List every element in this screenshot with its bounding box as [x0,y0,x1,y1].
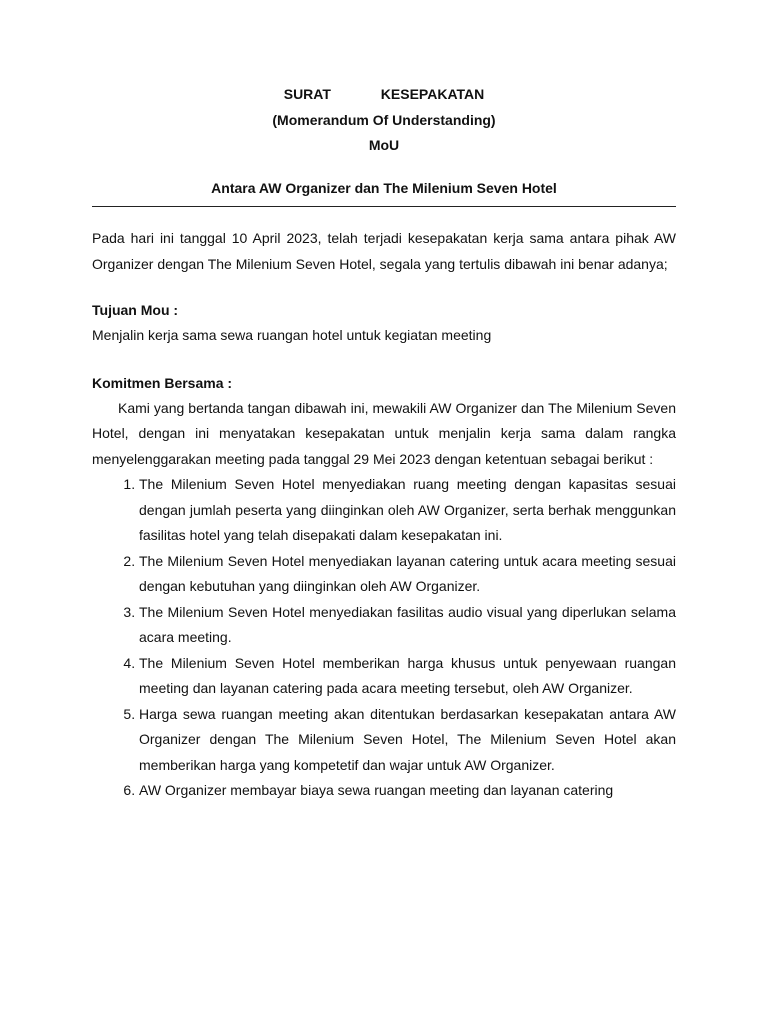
list-item: 2. The Milenium Seven Hotel menyediakan layanan catering untuk acara meeting sesuai dengan kebutuhan yang diinginkan oleh AW Organizer. [139,549,676,600]
document-title-abbrev: MoU [368,137,400,153]
list-item: 4. The Milenium Seven Hotel memberikan harga khusus untuk penyewaan ruangan meeting dan layanan catering pada acara meeting tersebut, oleh AW Organizer. [139,651,676,702]
document-title-subtext: (Momerandum Of Understanding) [272,112,496,128]
ketentuan-list [92,472,676,804]
list-item: 5. Harga sewa ruangan meeting akan ditentukan berdasarkan kesepakatan antara AW Organizer dengan The Milenium Seven Hotel, The Milenium Seven Hotel akan memberikan harga yang kompetetif dan wajar untuk AW Organizer. [139,702,676,779]
komitmen-heading: Komitmen Bersama : [92,374,233,391]
tujuan-heading: Tujuan Mou : [92,302,179,318]
komitmen-paragraph: Kami yang bertanda tangan dibawah ini, mewakili AW Organizer dan The Milenium Seven Hotel, dengan ini menyatakan kesepakatan untuk menjalin kerja sama dalam rangka menyelenggarakan meeting pada tanggal 29 Mei 2023 dengan ketentuan sebagai berikut : [92,399,676,467]
list-item: 1. The Milenium Seven Hotel menyediakan ruang meeting dengan kapasitas sesuai dengan jumlah peserta yang diinginkan oleh AW Organizer, serta berhak menggunkan fasilitas hotel yang telah disepakati dalam kesepakatan ini. [139,472,676,549]
intro-paragraph: Pada hari ini tanggal 10 April 2023, telah terjadi kesepakatan kerja sama antara pihak AW Organizer dengan The Milenium Seven Hotel, segala yang tertulis dibawah ini benar adanya; [92,230,676,272]
document-subtitle: Antara AW Organizer dan The Milenium Seven Hotel [92,180,676,207]
list-item: 3. The Milenium Seven Hotel menyediakan fasilitas audio visual yang diperlukan selama acara meeting. [139,600,676,651]
tujuan-text: Menjalin kerja sama sewa ruangan hotel untuk kegiatan meeting [92,327,492,343]
document-title: SURAT KESEPAKATAN [283,86,485,102]
list-item: 6. AW Organizer membayar biaya sewa ruangan meeting dan layanan catering [139,778,676,804]
